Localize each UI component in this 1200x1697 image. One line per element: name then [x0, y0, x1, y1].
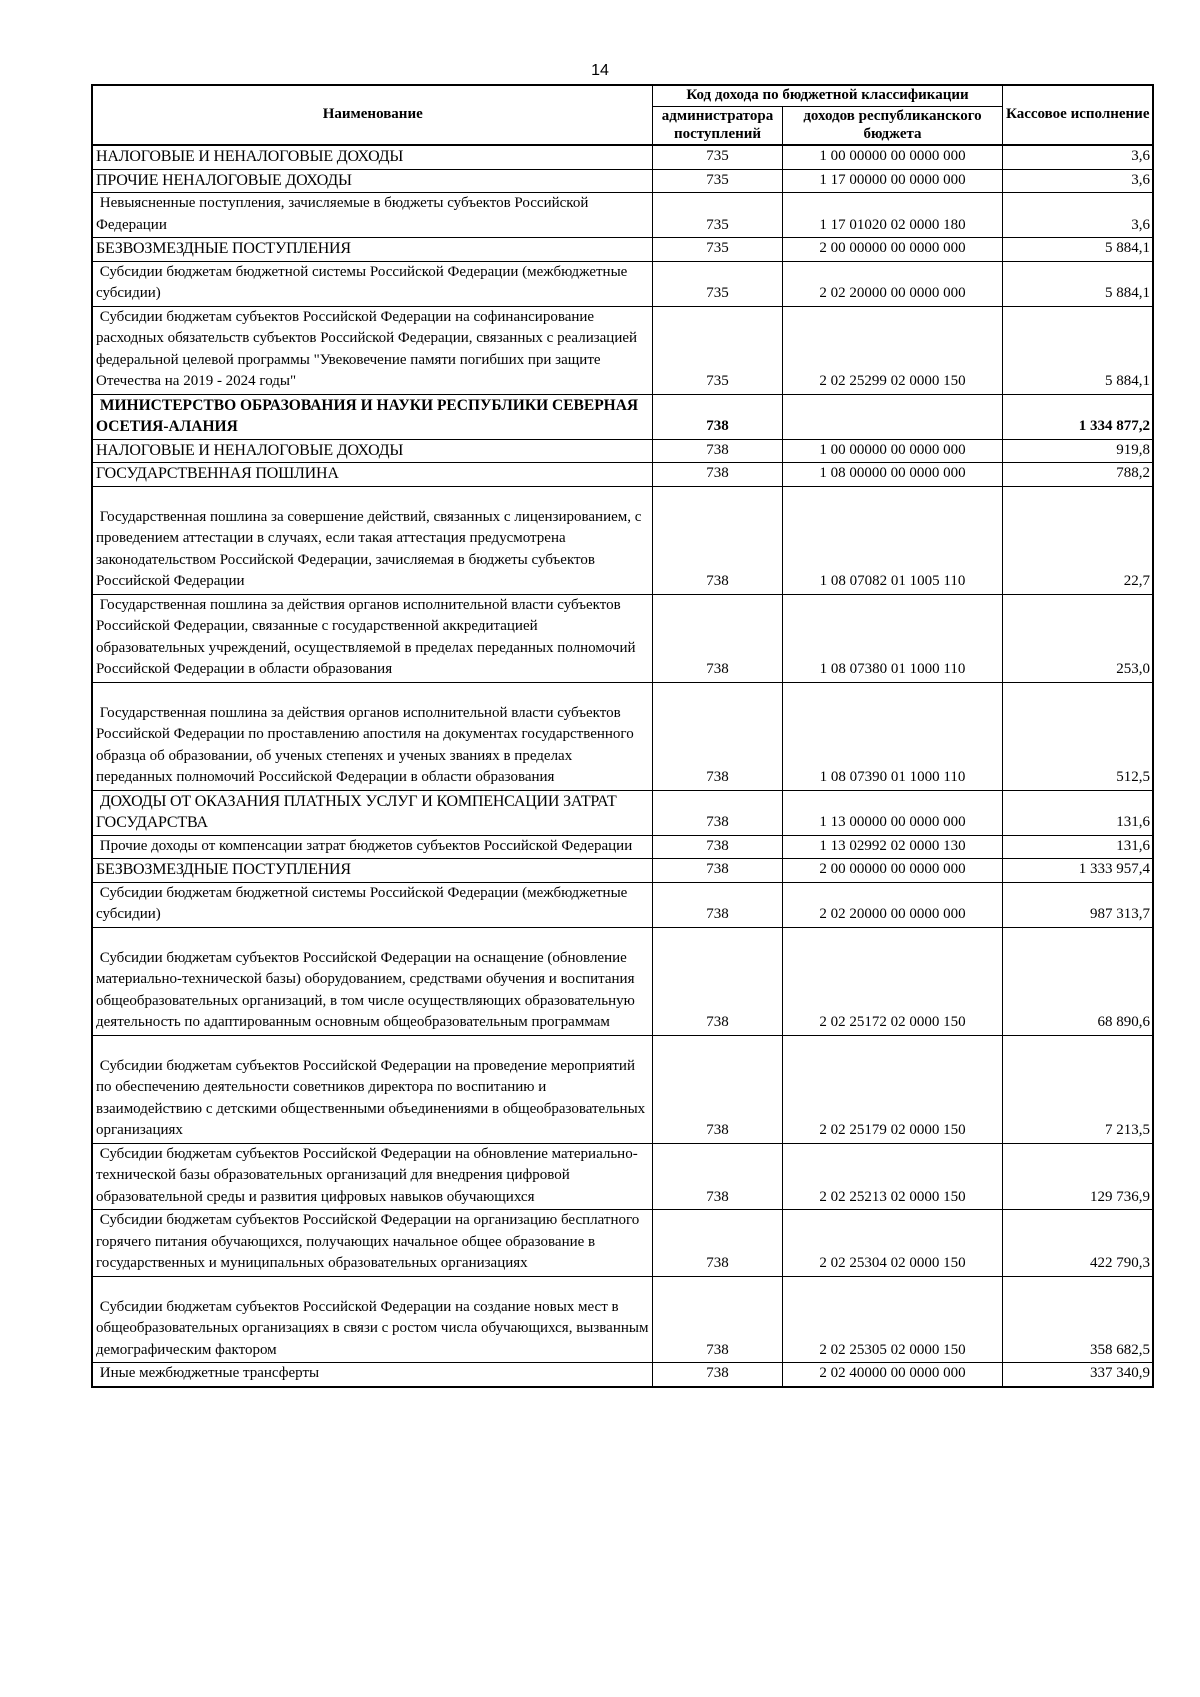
row-income-code: 2 00 00000 00 0000 000 — [782, 238, 1002, 262]
row-name: ГОСУДАРСТВЕННАЯ ПОШЛИНА — [92, 463, 652, 487]
table-row — [92, 306, 1153, 394]
row-income-code: 2 02 20000 00 0000 000 — [782, 261, 1002, 306]
row-amount: 129 736,9 — [1002, 1143, 1153, 1210]
row-income-code: 1 17 00000 00 0000 000 — [782, 169, 1002, 193]
row-amount: 987 313,7 — [1002, 882, 1153, 927]
header-name: Наименование — [92, 85, 652, 145]
row-admin-code: 735 — [652, 238, 782, 262]
row-income-code: 2 02 20000 00 0000 000 — [782, 882, 1002, 927]
row-name: Государственная пошлина за совершение действий, связанных с лицензированием, с проведением аттестации в случаях, если такая аттестация предусмотрена законодательством Российской Федерации, зачисляемая в бюджеты субъектов Российской Федерации — [92, 486, 652, 594]
row-admin-code: 738 — [652, 1210, 782, 1277]
row-income-code: 1 13 02992 02 0000 130 — [782, 835, 1002, 859]
row-name: Государственная пошлина за действия органов исполнительной власти субъектов Российской Федерации, связанные с государственной аккредитацией образовательных учреждений, осуществляемой в пределах переданных полномочий Российской Федерации в области образования — [92, 594, 652, 682]
row-amount: 5 884,1 — [1002, 238, 1153, 262]
row-income-code: 1 00 00000 00 0000 000 — [782, 145, 1002, 169]
row-admin-code: 738 — [652, 594, 782, 682]
row-amount: 131,6 — [1002, 835, 1153, 859]
row-income-code: 2 02 40000 00 0000 000 — [782, 1363, 1002, 1387]
table-row — [92, 594, 1153, 682]
row-admin-code: 735 — [652, 306, 782, 394]
row-admin-code: 738 — [652, 1363, 782, 1387]
row-name: ДОХОДЫ ОТ ОКАЗАНИЯ ПЛАТНЫХ УСЛУГ И КОМПЕНСАЦИИ ЗАТРАТ ГОСУДАРСТВА — [92, 790, 652, 835]
row-amount: 422 790,3 — [1002, 1210, 1153, 1277]
row-admin-code: 735 — [652, 261, 782, 306]
row-name: Субсидии бюджетам субъектов Российской Федерации на создание новых мест в общеобразовательных организациях в связи с ростом числа обучающихся, вызванным демографическим фактором — [92, 1276, 652, 1363]
row-admin-code: 738 — [652, 439, 782, 463]
header-code-group: Код дохода по бюджетной классификации — [652, 85, 1002, 107]
row-admin-code: 738 — [652, 790, 782, 835]
row-income-code: 2 02 25213 02 0000 150 — [782, 1143, 1002, 1210]
table-header — [92, 85, 1153, 145]
row-amount: 3,6 — [1002, 193, 1153, 238]
header-admin: администратора поступлений — [652, 107, 782, 146]
row-admin-code: 738 — [652, 1143, 782, 1210]
table-row — [92, 882, 1153, 927]
table-row — [92, 1276, 1153, 1363]
table-row — [92, 790, 1153, 835]
table-row — [92, 1143, 1153, 1210]
row-name: МИНИСТЕРСТВО ОБРАЗОВАНИЯ И НАУКИ РЕСПУБЛИКИ СЕВЕРНАЯ ОСЕТИЯ-АЛАНИЯ — [92, 394, 652, 439]
table-row — [92, 927, 1153, 1035]
table-row — [92, 859, 1153, 883]
table-row — [92, 682, 1153, 790]
row-income-code: 1 13 00000 00 0000 000 — [782, 790, 1002, 835]
row-amount: 5 884,1 — [1002, 306, 1153, 394]
row-amount: 253,0 — [1002, 594, 1153, 682]
row-amount: 512,5 — [1002, 682, 1153, 790]
row-income-code: 1 08 07390 01 1000 110 — [782, 682, 1002, 790]
row-income-code: 1 00 00000 00 0000 000 — [782, 439, 1002, 463]
row-admin-code: 735 — [652, 193, 782, 238]
table-row — [92, 238, 1153, 262]
row-income-code: 2 02 25179 02 0000 150 — [782, 1035, 1002, 1143]
table-row — [92, 486, 1153, 594]
row-income-code: 2 02 25172 02 0000 150 — [782, 927, 1002, 1035]
table-row — [92, 835, 1153, 859]
row-name: Субсидии бюджетам субъектов Российской Федерации на обновление материально-технической базы образовательных организаций для внедрения цифровой образовательной среды и развития цифровых навыков обучающихся — [92, 1143, 652, 1210]
row-amount: 3,6 — [1002, 145, 1153, 169]
table-row — [92, 1035, 1153, 1143]
row-amount: 1 334 877,2 — [1002, 394, 1153, 439]
revenue-table — [91, 84, 1154, 1388]
row-admin-code: 738 — [652, 486, 782, 594]
table-row — [92, 1210, 1153, 1277]
row-admin-code: 738 — [652, 463, 782, 487]
table-row — [92, 145, 1153, 169]
row-name: НАЛОГОВЫЕ И НЕНАЛОГОВЫЕ ДОХОДЫ — [92, 439, 652, 463]
row-name: ПРОЧИЕ НЕНАЛОГОВЫЕ ДОХОДЫ — [92, 169, 652, 193]
row-admin-code: 735 — [652, 169, 782, 193]
header-amount: Кассовое исполнение — [1002, 85, 1153, 145]
row-admin-code: 738 — [652, 882, 782, 927]
table-row — [92, 1363, 1153, 1387]
table-row — [92, 463, 1153, 487]
table-body — [92, 145, 1153, 1387]
row-income-code: 2 02 25305 02 0000 150 — [782, 1276, 1002, 1363]
table-row — [92, 193, 1153, 238]
row-amount: 7 213,5 — [1002, 1035, 1153, 1143]
row-amount: 919,8 — [1002, 439, 1153, 463]
row-amount: 788,2 — [1002, 463, 1153, 487]
row-admin-code: 738 — [652, 835, 782, 859]
row-admin-code: 738 — [652, 682, 782, 790]
row-income-code: 1 08 07082 01 1005 110 — [782, 486, 1002, 594]
row-name: Субсидии бюджетам субъектов Российской Федерации на софинансирование расходных обязательств субъектов Российской Федерации, связанных с реализацией федеральной целевой программы "Увековечение памяти погибших при защите Отечества на 2019 - 2024 годы" — [92, 306, 652, 394]
row-name: БЕЗВОЗМЕЗДНЫЕ ПОСТУПЛЕНИЯ — [92, 859, 652, 883]
row-admin-code: 735 — [652, 145, 782, 169]
row-amount: 68 890,6 — [1002, 927, 1153, 1035]
row-name: Субсидии бюджетам субъектов Российской Федерации на проведение мероприятий по обеспечению деятельности советников директора по воспитанию и взаимодействию с детскими общественными объединениями в общеобразовательных организациях — [92, 1035, 652, 1143]
row-name: БЕЗВОЗМЕЗДНЫЕ ПОСТУПЛЕНИЯ — [92, 238, 652, 262]
row-amount: 3,6 — [1002, 169, 1153, 193]
row-admin-code: 738 — [652, 1276, 782, 1363]
row-amount: 22,7 — [1002, 486, 1153, 594]
row-name: Невыясненные поступления, зачисляемые в бюджеты субъектов Российской Федерации — [92, 193, 652, 238]
row-name: Субсидии бюджетам бюджетной системы Российской Федерации (межбюджетные субсидии) — [92, 882, 652, 927]
row-amount: 337 340,9 — [1002, 1363, 1153, 1387]
row-amount: 1 333 957,4 — [1002, 859, 1153, 883]
row-admin-code: 738 — [652, 394, 782, 439]
table-row — [92, 169, 1153, 193]
row-admin-code: 738 — [652, 1035, 782, 1143]
row-name: НАЛОГОВЫЕ И НЕНАЛОГОВЫЕ ДОХОДЫ — [92, 145, 652, 169]
table-row — [92, 261, 1153, 306]
row-income-code: 1 08 07380 01 1000 110 — [782, 594, 1002, 682]
page-number: 14 — [591, 62, 609, 79]
header-income: доходов республиканского бюджета — [782, 107, 1002, 146]
row-admin-code: 738 — [652, 859, 782, 883]
row-amount: 131,6 — [1002, 790, 1153, 835]
row-income-code: 2 02 25304 02 0000 150 — [782, 1210, 1002, 1277]
row-income-code: 2 00 00000 00 0000 000 — [782, 859, 1002, 883]
row-name: Иные межбюджетные трансферты — [92, 1363, 652, 1387]
row-admin-code: 738 — [652, 927, 782, 1035]
row-name: Субсидии бюджетам субъектов Российской Федерации на организацию бесплатного горячего питания обучающихся, получающих начальное общее образование в государственных и муниципальных образовательных организациях — [92, 1210, 652, 1277]
row-income-code: 2 02 25299 02 0000 150 — [782, 306, 1002, 394]
table-row — [92, 439, 1153, 463]
row-income-code: 1 08 00000 00 0000 000 — [782, 463, 1002, 487]
row-amount: 5 884,1 — [1002, 261, 1153, 306]
row-name: Прочие доходы от компенсации затрат бюджетов субъектов Российской Федерации — [92, 835, 652, 859]
row-name: Субсидии бюджетам бюджетной системы Российской Федерации (межбюджетные субсидии) — [92, 261, 652, 306]
row-name: Субсидии бюджетам субъектов Российской Федерации на оснащение (обновление материально-технической базы) оборудованием, средствами обучения и воспитания общеобразовательных организаций, в том числе осуществляющих образовательную деятельность по адаптированным основным общеобразовательным программам — [92, 927, 652, 1035]
row-income-code: 1 17 01020 02 0000 180 — [782, 193, 1002, 238]
row-amount: 358 682,5 — [1002, 1276, 1153, 1363]
row-name: Государственная пошлина за действия органов исполнительной власти субъектов Российской Федерации по проставлению апостиля на документах государственного образца об образовании, об ученых степенях и ученых званиях в пределах переданных полномочий Российской Федерации в области образования — [92, 682, 652, 790]
row-income-code — [782, 394, 1002, 439]
table-row — [92, 394, 1153, 439]
